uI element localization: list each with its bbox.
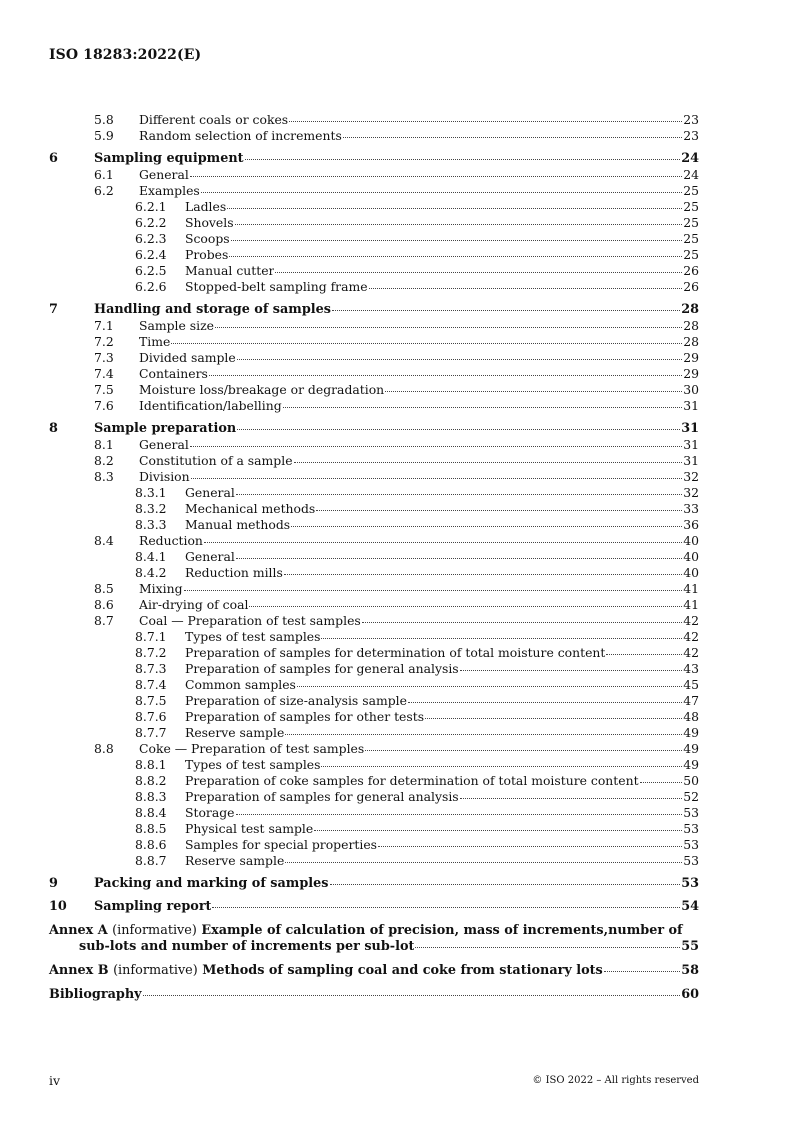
dot-leader	[365, 749, 682, 751]
annex-label: Annex B	[49, 963, 109, 978]
toc-entry-page: 25	[683, 215, 699, 230]
toc-entry-page: 26	[683, 263, 699, 278]
toc-entry[interactable]	[49, 853, 699, 869]
dot-leader	[249, 605, 682, 607]
toc-entry-number: 8.4.1	[135, 549, 167, 564]
toc-entry-number: 8.4	[94, 533, 114, 548]
toc-entry[interactable]	[49, 837, 699, 853]
dot-leader	[236, 493, 682, 495]
toc-entry-title: General	[185, 485, 235, 500]
toc-entry-page: 29	[683, 366, 699, 381]
bibliography-title: Bibliography	[49, 987, 142, 1002]
toc-entry[interactable]	[49, 597, 699, 613]
dot-leader	[369, 287, 683, 289]
toc-entry-page: 24	[683, 167, 699, 182]
toc-entry-number: 8.8	[94, 741, 114, 756]
toc-entry-number: 8	[49, 421, 58, 436]
toc-entry[interactable]	[49, 693, 699, 709]
annex-title: Methods of sampling coal and coke from stationary lots	[202, 963, 603, 978]
dot-leader	[314, 829, 682, 831]
toc-entry-page: 31	[683, 437, 699, 452]
annex-title-line	[49, 923, 699, 939]
toc-entry-title: Divided sample	[139, 350, 236, 365]
toc-entry[interactable]	[49, 549, 699, 565]
annex-type: (informative)	[112, 923, 197, 938]
dot-leader	[330, 883, 681, 885]
toc-entry-title: Ladles	[185, 199, 227, 214]
toc-entry-title: Physical test sample	[185, 821, 314, 836]
toc-entry-number: 8.8.6	[135, 837, 167, 852]
toc-entry[interactable]	[49, 805, 699, 821]
toc-entry-page: 40	[683, 565, 699, 580]
toc-entry-number: 8.8.4	[135, 805, 167, 820]
page-number: iv	[49, 1073, 61, 1088]
toc-entry[interactable]	[49, 581, 699, 597]
dot-leader	[190, 445, 682, 447]
toc-entry[interactable]	[49, 741, 699, 757]
toc-entry-title: Reserve sample	[185, 853, 285, 868]
dot-leader	[209, 374, 682, 376]
toc-entry[interactable]	[49, 789, 699, 805]
toc-entry-page: 36	[683, 517, 699, 532]
toc-entry-number: 7.4	[94, 366, 114, 381]
toc-entry[interactable]	[49, 366, 699, 382]
toc-entry-number: 6.1	[94, 167, 114, 182]
toc-entry-number: 6.2	[94, 183, 114, 198]
dot-leader	[285, 733, 682, 735]
toc-entry[interactable]	[49, 709, 699, 725]
dot-leader	[215, 326, 682, 328]
toc-entry-title: Preparation of samples for general analysis	[185, 661, 459, 676]
toc-entry[interactable]	[49, 112, 699, 128]
toc-entry[interactable]	[49, 128, 699, 144]
toc-entry-page: 33	[683, 501, 699, 516]
toc-entry-title: Types of test samples	[185, 629, 321, 644]
dot-leader	[229, 255, 682, 257]
toc-entry-title: Sample size	[139, 318, 214, 333]
toc-entry-title: Time	[139, 334, 171, 349]
dot-leader	[236, 813, 683, 815]
toc-entry-page: 40	[683, 549, 699, 564]
dot-leader	[289, 120, 682, 122]
toc-entry[interactable]	[49, 167, 699, 183]
toc-entry[interactable]	[49, 757, 699, 773]
toc-entry-number: 8.3.2	[135, 501, 167, 516]
toc-entry-title: Reserve sample	[185, 725, 285, 740]
annex-label: Annex A	[49, 923, 108, 938]
toc-entry-page: 52	[683, 789, 699, 804]
toc-entry-number: 8.8.7	[135, 853, 167, 868]
dot-leader	[231, 239, 683, 241]
toc-entry-title: Types of test samples	[185, 757, 321, 772]
dot-leader	[604, 970, 680, 972]
dot-leader	[237, 428, 680, 430]
toc-entry-title: Handling and storage of samples	[94, 302, 331, 317]
toc-entry-title: Preparation of samples for other tests	[185, 709, 425, 724]
toc-entry-page: 28	[681, 302, 699, 317]
toc-entry-page: 42	[683, 629, 699, 644]
toc-entry[interactable]	[49, 183, 699, 199]
toc-entry-number: 6.2.5	[135, 263, 167, 278]
annex-entry[interactable]	[49, 963, 699, 979]
toc-entry-title: Reduction mills	[185, 565, 283, 580]
toc-entry[interactable]	[49, 263, 699, 279]
toc-entry-page: 42	[683, 613, 699, 628]
table-of-contents	[49, 112, 699, 1003]
toc-entry-number: 8.7.2	[135, 645, 167, 660]
dot-leader	[415, 946, 680, 948]
toc-entry-page: 41	[683, 581, 699, 596]
toc-entry-title: Storage	[185, 805, 235, 820]
toc-entry-number: 8.4.2	[135, 565, 167, 580]
toc-entry[interactable]	[49, 302, 699, 318]
dot-leader	[235, 223, 683, 225]
toc-entry[interactable]	[49, 725, 699, 741]
toc-entry-number: 8.2	[94, 453, 114, 468]
toc-entry-number: 7	[49, 302, 58, 317]
toc-entry-page: 43	[683, 661, 699, 676]
dot-leader	[378, 845, 682, 847]
toc-entry-number: 8.3.3	[135, 517, 167, 532]
annex-page: 55	[681, 939, 699, 954]
toc-entry-title: Examples	[139, 183, 200, 198]
dot-leader	[190, 175, 682, 177]
toc-entry-page: 25	[683, 183, 699, 198]
toc-entry-page: 53	[683, 821, 699, 836]
toc-entry-title: Samples for special properties	[185, 837, 378, 852]
toc-entry-page: 48	[683, 709, 699, 724]
toc-entry-title: Preparation of samples for determination of total moisture content	[185, 645, 606, 660]
toc-entry-page: 31	[681, 421, 699, 436]
toc-entry-title: General	[185, 549, 235, 564]
dot-leader	[294, 461, 683, 463]
toc-entry[interactable]	[49, 398, 699, 414]
toc-entry-page: 53	[683, 805, 699, 820]
toc-entry-title: Air-drying of coal	[139, 597, 249, 612]
toc-entry[interactable]	[49, 533, 699, 549]
toc-entry-number: 5.9	[94, 128, 114, 143]
toc-entry-number: 5.8	[94, 112, 114, 127]
toc-entry-page: 31	[683, 398, 699, 413]
dot-leader	[640, 781, 683, 783]
toc-entry[interactable]	[49, 821, 699, 837]
dot-leader	[316, 509, 682, 511]
toc-entry-title: Manual methods	[185, 517, 291, 532]
toc-entry-title: Division	[139, 469, 190, 484]
toc-entry-number: 8.6	[94, 597, 114, 612]
annex-entry[interactable]	[49, 923, 699, 955]
toc-entry-title: Preparation of coke samples for determination of total moisture content	[185, 773, 639, 788]
toc-entry[interactable]	[49, 334, 699, 350]
toc-entry[interactable]	[49, 199, 699, 215]
toc-entry-number: 7.3	[94, 350, 114, 365]
toc-entry-page: 50	[683, 773, 699, 788]
toc-entry[interactable]	[49, 661, 699, 677]
toc-entry[interactable]	[49, 677, 699, 693]
toc-entry[interactable]	[49, 876, 699, 892]
toc-entry-page: 28	[683, 318, 699, 333]
toc-entry[interactable]	[49, 231, 699, 247]
toc-entry[interactable]	[49, 485, 699, 501]
dot-leader	[143, 994, 681, 996]
toc-entry[interactable]	[49, 215, 699, 231]
toc-entry[interactable]	[49, 247, 699, 263]
annex-type: (informative)	[113, 963, 198, 978]
toc-entry[interactable]	[49, 453, 699, 469]
dot-leader	[606, 653, 682, 655]
toc-entry-page: 26	[683, 279, 699, 294]
toc-entry-number: 8.8.2	[135, 773, 167, 788]
toc-entry-number: 9	[49, 876, 58, 891]
toc-entry[interactable]	[49, 899, 699, 915]
toc-entry-page: 49	[683, 725, 699, 740]
toc-entry-page: 30	[683, 382, 699, 397]
toc-entry-number: 8.5	[94, 581, 114, 596]
dot-leader	[297, 685, 682, 687]
toc-entry-page: 40	[683, 533, 699, 548]
dot-leader	[285, 861, 682, 863]
toc-entry-page: 45	[683, 677, 699, 692]
toc-entry-number: 6.2.3	[135, 231, 167, 246]
toc-entry-number: 6	[49, 151, 58, 166]
toc-entry-page: 23	[683, 128, 699, 143]
toc-entry-number: 7.6	[94, 398, 114, 413]
dot-leader	[184, 589, 683, 591]
toc-entry[interactable]	[49, 773, 699, 789]
toc-entry-number: 8.3.1	[135, 485, 167, 500]
dot-leader	[227, 207, 682, 209]
toc-entry-title: General	[139, 437, 189, 452]
toc-entry-title: Scoops	[185, 231, 230, 246]
bibliography-entry[interactable]	[49, 987, 699, 1003]
annex-title-line	[49, 963, 699, 979]
toc-entry[interactable]	[49, 565, 699, 581]
toc-entry-title: Constitution of a sample	[139, 453, 293, 468]
toc-entry-title: Stopped-belt sampling frame	[185, 279, 368, 294]
toc-entry-title: Reduction	[139, 533, 203, 548]
dot-leader	[332, 309, 680, 311]
toc-entry-number: 6.2.1	[135, 199, 167, 214]
annex-page: 58	[681, 963, 699, 978]
dot-leader	[201, 191, 682, 193]
toc-entry-title: Containers	[139, 366, 208, 381]
toc-entry[interactable]	[49, 318, 699, 334]
toc-entry-title: Random selection of increments	[139, 128, 342, 143]
toc-entry-number: 8.1	[94, 437, 114, 452]
toc-entry[interactable]	[49, 151, 699, 167]
toc-entry[interactable]	[49, 350, 699, 366]
toc-entry-page: 25	[683, 247, 699, 262]
toc-entry-page: 32	[683, 469, 699, 484]
toc-entry-number: 7.2	[94, 334, 114, 349]
toc-entry-number: 8.7.4	[135, 677, 167, 692]
dot-leader	[460, 797, 683, 799]
annex-title-cont: sub-lots and number of increments per sub-lot	[79, 939, 415, 954]
toc-entry-title: Manual cutter	[185, 263, 275, 278]
toc-entry[interactable]	[49, 382, 699, 398]
toc-entry[interactable]	[49, 645, 699, 661]
toc-entry-page: 41	[683, 597, 699, 612]
toc-entry-title: Packing and marking of samples	[94, 876, 329, 891]
dot-leader	[291, 525, 682, 527]
toc-entry[interactable]	[49, 517, 699, 533]
dot-leader	[171, 342, 682, 344]
toc-entry-title: Coke — Preparation of test samples	[139, 741, 365, 756]
toc-entry-page: 49	[683, 741, 699, 756]
dot-leader	[425, 717, 682, 719]
toc-entry-page: 32	[683, 485, 699, 500]
toc-entry-page: 31	[683, 453, 699, 468]
toc-entry-title: Identification/labelling	[139, 398, 282, 413]
toc-entry-number: 8.7.7	[135, 725, 167, 740]
dot-leader	[321, 637, 682, 639]
toc-entry-number: 8.7.3	[135, 661, 167, 676]
toc-entry-title: Sampling equipment	[94, 151, 244, 166]
dot-leader	[283, 406, 683, 408]
annex-title-line	[49, 939, 699, 955]
toc-entry-number: 8.8.1	[135, 757, 167, 772]
dot-leader	[362, 621, 682, 623]
dot-leader	[321, 765, 682, 767]
dot-leader	[191, 477, 683, 479]
toc-entry[interactable]	[49, 501, 699, 517]
toc-entry-page: 53	[683, 853, 699, 868]
toc-entry-title: Sampling report	[94, 899, 212, 914]
toc-entry-number: 8.3	[94, 469, 114, 484]
dot-leader	[204, 541, 682, 543]
toc-entry-page: 42	[683, 645, 699, 660]
toc-entry-title: Moisture loss/breakage or degradation	[139, 382, 385, 397]
toc-entry[interactable]	[49, 629, 699, 645]
toc-entry-page: 25	[683, 231, 699, 246]
toc-entry-number: 8.7.6	[135, 709, 167, 724]
toc-entry-number: 8.8.5	[135, 821, 167, 836]
toc-entry-number: 8.7.1	[135, 629, 167, 644]
dot-leader	[343, 136, 682, 138]
toc-entry-number: 10	[49, 899, 67, 914]
toc-entry-title: Preparation of samples for general analysis	[185, 789, 459, 804]
toc-entry-title: Probes	[185, 247, 229, 262]
toc-entry-page: 53	[683, 837, 699, 852]
toc-entry-number: 8.8.3	[135, 789, 167, 804]
toc-entry-number: 6.2.2	[135, 215, 167, 230]
bibliography-page: 60	[681, 987, 699, 1002]
toc-entry-title: Shovels	[185, 215, 234, 230]
toc-entry-page: 47	[683, 693, 699, 708]
toc-entry-number: 8.7.5	[135, 693, 167, 708]
toc-entry-page: 54	[681, 899, 699, 914]
dot-leader	[275, 271, 682, 273]
toc-entry-number: 6.2.6	[135, 279, 167, 294]
toc-entry-number: 6.2.4	[135, 247, 167, 262]
dot-leader	[237, 358, 683, 360]
toc-entry-page: 25	[683, 199, 699, 214]
toc-entry-page: 23	[683, 112, 699, 127]
dot-leader	[212, 906, 680, 908]
toc-entry-number: 7.5	[94, 382, 114, 397]
dot-leader	[460, 669, 683, 671]
dot-leader	[284, 573, 682, 575]
toc-entry[interactable]	[49, 469, 699, 485]
toc-entry[interactable]	[49, 613, 699, 629]
dot-leader	[408, 701, 682, 703]
dot-leader	[236, 557, 682, 559]
dot-leader	[245, 158, 681, 160]
toc-entry[interactable]	[49, 421, 699, 437]
toc-entry-number: 7.1	[94, 318, 114, 333]
toc-entry-page: 29	[683, 350, 699, 365]
toc-entry-title: General	[139, 167, 189, 182]
annex-title: Example of calculation of precision, mass of increments,number of	[201, 923, 683, 938]
toc-entry[interactable]	[49, 437, 699, 453]
toc-entry-page: 28	[683, 334, 699, 349]
toc-entry-title: Mixing	[139, 581, 183, 596]
toc-entry-page: 24	[681, 151, 699, 166]
toc-entry-number: 8.7	[94, 613, 114, 628]
toc-entry-title: Mechanical methods	[185, 501, 316, 516]
toc-entry-title: Common samples	[185, 677, 296, 692]
copyright-notice: © ISO 2022 – All rights reserved	[532, 1075, 699, 1086]
document-id: ISO 18283:2022(E)	[49, 47, 202, 63]
toc-entry-title: Coal — Preparation of test samples	[139, 613, 361, 628]
dot-leader	[385, 390, 682, 392]
toc-entry-page: 53	[681, 876, 699, 891]
toc-entry-page: 49	[683, 757, 699, 772]
toc-entry-title: Sample preparation	[94, 421, 237, 436]
toc-entry-title: Different coals or cokes	[139, 112, 289, 127]
toc-entry-title: Preparation of size-analysis sample	[185, 693, 407, 708]
toc-entry[interactable]	[49, 279, 699, 295]
